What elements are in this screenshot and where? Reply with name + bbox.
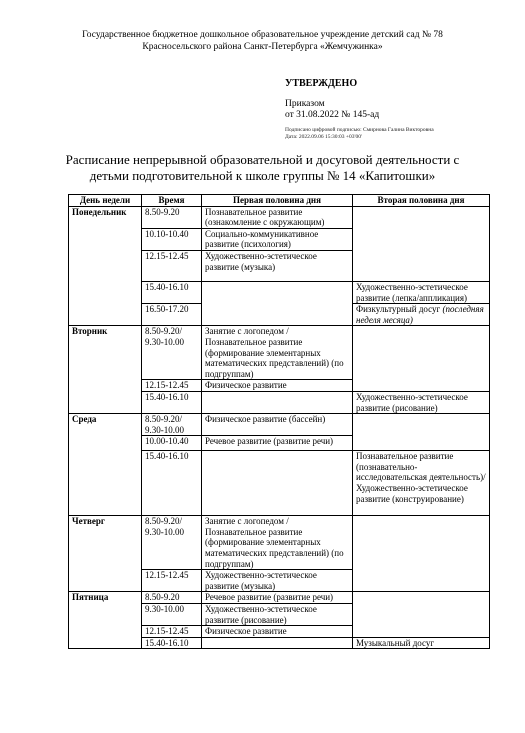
activity-cell: Физическое развитие [202,380,353,392]
day-monday: Понедельник [69,206,142,326]
empty-cell [202,451,353,516]
time-line: 8.50-9.20/ [145,326,182,337]
activity-cell: Музыкальный досуг [353,637,490,649]
day-thursday: Четверг [69,516,142,592]
time-cell: 12.15-12.45 [142,380,202,392]
time-cell: 10.00-10.40 [142,436,202,451]
time-cell [142,516,202,570]
table-row [69,206,490,228]
time-cell: 12.15-12.45 [142,250,202,281]
order-line-2: от 31.08.2022 № 145-ад [285,110,380,120]
empty-cell [353,592,490,637]
activity-cell: Художественно-эстетическое развитие (рисование) [353,391,490,413]
activity-cell: Физическое развитие (бассейн) [202,414,353,436]
title-line-1: Расписание непрерывной образовательной и досуговой деятельности с [65,152,460,167]
header-first-half: Первая половина дня [202,195,353,207]
header-day: День недели [69,195,142,207]
time-line: 9.30-10.00 [145,526,184,537]
activity-cell: Речевое развитие (развитие речи) [202,592,353,604]
activity-cell: Речевое развитие (развитие речи) [202,436,353,451]
time-cell [142,414,202,436]
header-second-half: Вторая половина дня [353,195,490,207]
activity-cell: Занятие с логопедом / Познавательное развитие (формирование элементарных математических представлений) (по подгруппам) [202,326,353,380]
table-row [69,414,490,436]
time-cell [142,326,202,380]
table-row [69,592,490,604]
order-reference [285,99,379,121]
activity-cell: Социально-коммуникативное развитие (психология) [202,228,353,250]
activity-cell: Художественно-эстетическое развитие (музыка) [202,570,353,592]
order-line-1: Приказом [285,99,325,109]
activity-cell [353,304,490,326]
approved-label: УТВЕРЖДЕНО [285,78,358,89]
activity-note: (последняя неделя месяца) [356,304,484,325]
org-line-1: Государственное бюджетное дошкольное образовательное учреждение детский сад № 78 [82,30,443,40]
activity-cell: Познавательное развитие (ознакомление с окружающим) [202,206,353,228]
time-cell: 10.10-10.40 [142,228,202,250]
day-tuesday: Вторник [69,326,142,414]
time-line: 8.50-9.20/ [145,516,182,527]
day-wednesday: Среда [69,414,142,516]
empty-cell [202,391,353,413]
time-cell: 15.40-16.10 [142,391,202,413]
signature-line-1: Подписано цифровой подписью: Смирнова Галина Викторовна [285,127,434,133]
organization-name [40,29,485,53]
empty-cell [353,516,490,592]
time-cell: 8.50-9.20 [142,206,202,228]
time-line: 9.30-10.00 [145,336,184,347]
schedule-title [20,152,505,184]
table-row [69,516,490,570]
time-cell: 15.40-16.10 [142,451,202,516]
empty-cell [202,637,353,649]
activity-cell: Занятие с логопедом / Познавательное развитие (формирование элементарных математических представлений) (по подгруппам) [202,516,353,570]
time-cell: 12.15-12.45 [142,626,202,638]
time-cell: 16.50-17.20 [142,304,202,326]
activity-cell: Художественно-эстетическое развитие (рисование) [202,604,353,626]
org-line-2: Красносельского района Санкт-Петербурга «Жемчужинка» [142,42,383,52]
time-line: 9.30-10.00 [145,424,184,435]
time-cell: 9.30-10.00 [142,604,202,626]
day-friday: Пятница [69,592,142,649]
digital-signature [285,127,434,141]
empty-cell [353,206,490,281]
time-cell: 8.50-9.20 [142,592,202,604]
table-header-row [69,195,490,207]
empty-cell [353,414,490,451]
schedule-table [68,194,490,649]
activity-cell: Художественно-эстетическое развитие (музыка) [202,250,353,281]
activity-text: Физкультурный досуг [356,304,441,315]
empty-cell [202,281,353,325]
time-cell: 15.40-16.10 [142,281,202,303]
empty-cell [353,326,490,392]
activity-cell: Художественно-эстетическое развитие (лепка/аппликация) [353,281,490,303]
time-cell: 12.15-12.45 [142,570,202,592]
time-cell: 15.40-16.10 [142,637,202,649]
activity-cell: Познавательное развитие (познавательно-исследовательская деятельность)/Художественно-эстетическое развитие (конструирование) [353,451,490,516]
time-line: 8.50-9.20/ [145,414,182,425]
activity-cell: Физическое развитие [202,626,353,638]
title-line-2: детьми подготовительной к школе группы № 14 «Капитошки» [89,168,436,183]
signature-line-2: Дата: 2022.09.06 15:30:03 +03'00' [285,134,363,140]
table-row [69,326,490,380]
header-time: Время [142,195,202,207]
